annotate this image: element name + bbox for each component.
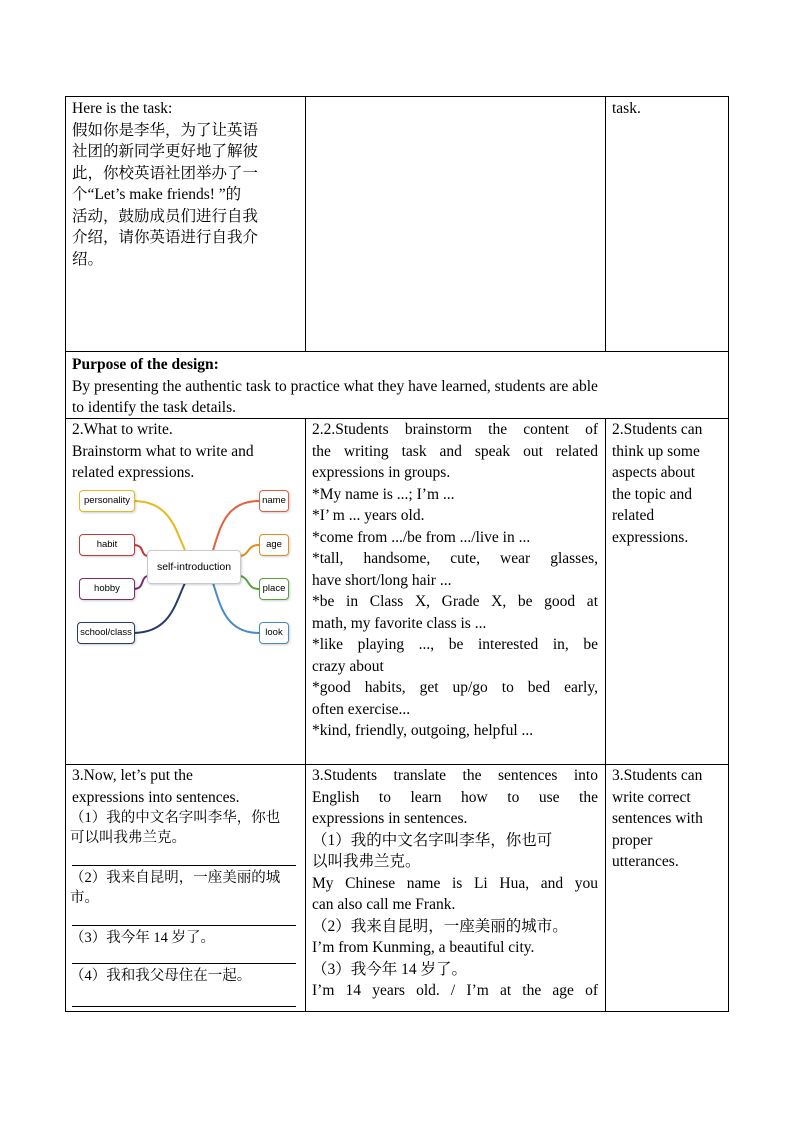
text-line: task.: [612, 100, 641, 117]
exercise-item: [70, 868, 300, 908]
table-border-left: [65, 96, 66, 1012]
text-line: aspects about: [612, 464, 696, 481]
text-line: utterances.: [612, 853, 679, 870]
text-line: sentences with: [612, 810, 703, 827]
purpose-cell: [612, 765, 724, 873]
text-line: expressions.: [612, 528, 689, 546]
text-line: 以叫我弗兰克。: [312, 853, 421, 870]
connector-hobby: [133, 576, 147, 589]
text-line: *I’ m ... years old.: [312, 507, 425, 524]
text-line: proper: [612, 831, 653, 849]
connector-personality: [133, 501, 185, 550]
text-line: 2.2.Students brainstorm the content of: [312, 421, 598, 438]
text-line: 3.Students translate the sentences into: [312, 767, 598, 784]
text-line: *My name is ...; I’m ...: [312, 485, 455, 503]
text-line: 可以叫我弗兰克。: [70, 830, 186, 846]
exercise-item: [70, 808, 300, 848]
step-cell: [72, 765, 300, 808]
row-divider-1: [65, 351, 729, 352]
table-border-right: [728, 96, 729, 1012]
mindmap-node-place: place: [259, 578, 289, 600]
answer-blank-line: [72, 925, 296, 926]
step-cell: [72, 419, 300, 484]
connector-age: [241, 545, 259, 556]
text-line: By presenting the authentic task to practice what they have learned, students are able: [72, 377, 598, 395]
text-line: to identify the task details.: [72, 399, 237, 416]
text-line: （1）我的中文名字叫李华，你也: [70, 810, 281, 826]
mindmap-center-node: self-introduction: [147, 550, 241, 584]
table-border-bottom: [65, 1011, 729, 1012]
mindmap-node-age: age: [259, 534, 289, 556]
text-line: 个“Let’s make friends! ”的: [72, 186, 242, 203]
text-line: *be in Class X, Grade X, be good at: [312, 593, 598, 610]
text-line: can also call me Frank.: [312, 896, 456, 913]
text-line: （3）我今年 14 岁了。: [312, 960, 468, 978]
text-line: *kind, friendly, outgoing, helpful ...: [312, 722, 534, 739]
text-line: （1）我的中文名字叫李华，你也可: [312, 831, 553, 849]
text-line: （2）我来自昆明，一座美丽的城: [70, 870, 281, 886]
text-line: （2）我来自昆明，一座美丽的城市。: [312, 917, 568, 935]
connector-place: [241, 576, 259, 589]
text-line: （4）我和我父母住在一起。: [70, 968, 252, 984]
text-line: 活动，鼓励成员们进行自我: [72, 207, 259, 225]
text-line: 介绍，请你英语进行自我介: [72, 229, 259, 246]
student-activity-cell: [312, 419, 598, 742]
text-line: 绍。: [72, 250, 104, 268]
text-line: the writing task and speak out related: [312, 442, 598, 460]
exercise-item: [70, 928, 300, 948]
answer-blank-line: [72, 1006, 296, 1007]
text-line: Brainstorm what to write and: [72, 442, 254, 460]
text-line: crazy about: [312, 657, 384, 675]
text-line: I’m from Kunming, a beautiful city.: [312, 939, 535, 956]
column-divider-1: [305, 418, 306, 1012]
column-divider-1: [305, 96, 306, 352]
table-border-top: [65, 96, 729, 97]
text-line: 市。: [70, 890, 99, 906]
mindmap-node-personality: personality: [79, 490, 135, 512]
text-line: My Chinese name is Li Hua, and you: [312, 874, 598, 892]
mindmap-node-look: look: [259, 622, 289, 644]
text-line: 2.What to write.: [72, 421, 173, 438]
student-activity-cell: [312, 765, 598, 1002]
connector-look: [213, 583, 259, 633]
mindmap-node-hobby: hobby: [79, 578, 135, 600]
text-line: （3）我今年 14 岁了。: [70, 930, 215, 946]
text-line: English to learn how to use the: [312, 788, 598, 806]
connector-habit: [133, 545, 147, 556]
text-line: *tall, handsome, cute, wear glasses,: [312, 550, 598, 567]
text-line: I’m 14 years old. / I’m at the age of: [312, 982, 598, 999]
text-line: expressions into sentences.: [72, 788, 240, 806]
text-line: 社团的新同学更好地了解彼: [72, 143, 259, 160]
text-line: 3.Students can: [612, 767, 703, 784]
text-line: *come from .../be from .../live in ...: [312, 528, 531, 546]
column-divider-2: [605, 96, 606, 352]
text-line: math, my favorite class is ...: [312, 614, 487, 632]
purpose-cell: [612, 419, 724, 548]
text-line: expressions in groups.: [312, 464, 451, 481]
text-line: related: [612, 507, 655, 524]
text-line: 此，你校英语社团举办了一: [72, 164, 259, 182]
mindmap-node-school-class: school/class: [77, 622, 135, 644]
text-line: think up some: [612, 442, 700, 460]
text-line: Here is the task:: [72, 100, 173, 117]
text-line: write correct: [612, 788, 691, 806]
column-divider-2: [605, 418, 606, 1012]
task-cell: [72, 98, 300, 270]
mindmap-node-habit: habit: [79, 534, 135, 556]
text-line: have short/long hair ...: [312, 571, 452, 589]
text-line: the topic and: [612, 485, 693, 503]
text-line: *like playing ..., be interested in, be: [312, 636, 598, 653]
text-line: 2.Students can: [612, 421, 703, 438]
exercise-item: [70, 966, 300, 986]
text-line: often exercise...: [312, 700, 411, 718]
purpose-heading: Purpose of the design:: [72, 356, 219, 373]
connector-name: [213, 501, 259, 550]
connector-school-class: [133, 583, 185, 633]
purpose-cell: [72, 354, 722, 419]
answer-blank-line: [72, 865, 296, 866]
answer-blank-line: [72, 963, 296, 964]
mindmap-diagram: [75, 484, 295, 652]
text-line: 假如你是李华，为了让英语: [72, 121, 259, 139]
text-line: related expressions.: [72, 464, 195, 481]
text-line: *good habits, get up/go to bed early,: [312, 679, 598, 696]
task-purpose-cell: [612, 98, 724, 120]
text-line: 3.Now, let’s put the: [72, 767, 193, 784]
mindmap-node-name: name: [259, 490, 289, 512]
text-line: expressions in sentences.: [312, 810, 468, 827]
